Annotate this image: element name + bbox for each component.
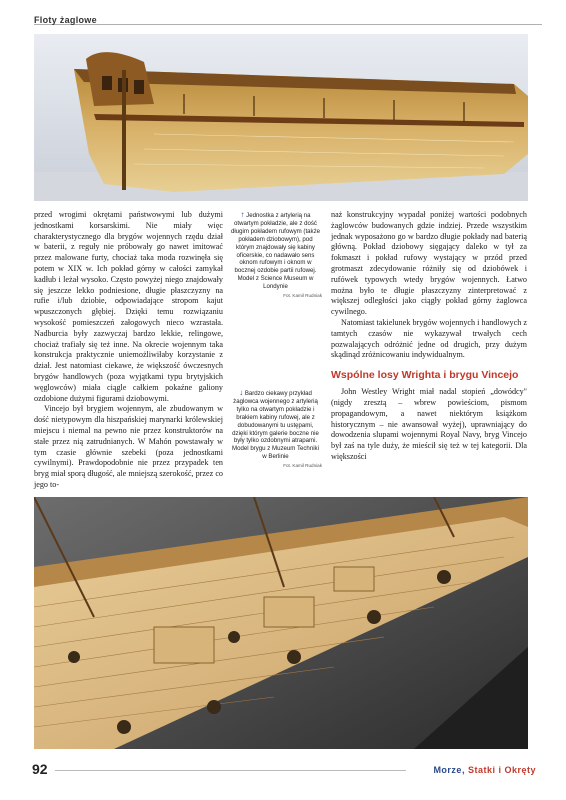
paragraph: John Westley Wright miał nadal stopień „dowódcy" (nigdy zresztą – wbrew powieściom, pismom propagandowym, a nawet niektórym książkom historycznym – nie awansował wyżej), uprawniający do dowodzenia slupami wojennymi Royal Navy, bryg Vincejo był zaś na tyle duży, że mieścił się też w tej kategorii. Dla większości (331, 387, 527, 461)
paragraph: naż konstrukcyjny wypadał poniżej wartości podobnych żaglowców budowanych gdzie indziej. Przede wszystkim jednak wyposażono go w bardzo długie pokłady nad baterią główną. Pokład dziobowy sięgający daleko w tył za fokmaszt i pokład rufowy wystający w przód przed grotmaszt zdecydowanie różniły się od dziobówek i rufówek typowych wtedy brygów wojennych. Łatwo można było te długie płaszczyzny zinterpretować z większej odległości jako ciągły pokład górny żaglowca cywilnego. (331, 210, 527, 317)
photo-caption-bottom (229, 389, 322, 470)
text-column-2 (331, 210, 527, 463)
arrow-up-icon: ↑ (240, 210, 245, 219)
page-number: 92 (32, 761, 48, 777)
paragraph: przed wrogimi okrętami państwowymi lub dużymi jednostkami korsarskimi. Nie miały więc charakterystycznego dla brygów wojennych rzędu dział w baterii, z reguły nie próbowały go nawet imitować przez malowane furty, chociaż taka moda rozwinęła się potem w XIX w. Ich pokład górny w całości zamykał kadłub i leżał wysoko. Często powyżej niego znajdowały się jeszcze lekko podniesione, długie płaszczyzny na rufie i/lub dziobie, odpowiadające stropom kajut wpuszczonych głębiej. Dzięki temu rozwiązaniu wysokość pomieszczeń załogowych nieco wzrastała. Nadburcia były zazwyczaj bardzo lekkie, relingowe, chociaż trafiały się też inne. Na okrecie wojennym taka konstrukcja praktycznie uniemożliwiłaby korzystanie z dział. Jest natomiast ciekawe, że większość ówczesnych brygów handlowych (poza wyjątkami typu brytyjskich węglowców) miała ciągle całkiem pokaźne galiony ozdobione dużymi figurami dziobowymi. (34, 210, 223, 403)
photo-credit: Fot. Kamil Rudniak (283, 293, 322, 299)
section-title: Floty żaglowe (34, 15, 97, 25)
text-column-1 (34, 210, 223, 491)
magazine-title (433, 765, 536, 775)
section-subheading: Wspólne losy Wrighta i brygu Vincejo (331, 369, 519, 382)
running-header (34, 10, 542, 25)
footer-rule (55, 770, 406, 771)
paragraph: Natomiast takielunek brygów wojennych i handlowych z tamtych czasów nie wykazywał trwałych cech pozwalających odróżnić jedne od drugich, przy dużym skądinąd zróżnicowaniu indywidualnym. (331, 317, 527, 360)
caption-text: Bardzo ciekawy przykład żaglowca wojennego z artylerią tylko na otwartym pokładzie i brakiem kabiny rufowej, ale z dobudowanymi tu ustępami, dzięki którym galerie boczne nie były tylko ozdobnymi atrapami. Model brygu z Muzeum Techniki w Berlinie (232, 390, 319, 461)
photo-caption-top (229, 211, 322, 300)
magazine-title-part2: Statki i Okręty (467, 765, 536, 775)
brig-model-stern-photo (34, 34, 528, 201)
arrow-down-icon: ↓ (239, 388, 244, 397)
brig-model-deck-photo (34, 497, 528, 749)
magazine-title-part1: Morze, (433, 765, 465, 775)
paragraph: Vincejo był brygiem wojennym, ale zbudowanym w dość nietypowym dla hiszpańskiej marynarki królewskiej miejscu i niemal na pewno nie przez konstruktorów na stałe przez nią zatrudnianych. W Mahón powstawały w tym czasie głównie szebeki (poza jednostkami cywilnymi). Prawdopodobnie nie przez przypadek ten bryg miał sporą długość, ale mniejszą szerokość, przez co jego to- (34, 404, 223, 489)
caption-text: Jednostka z artylerią na otwartym pokładzie, ale z dość długim pokładem rufowym (także pokładem dziobowym), pod którym znajdowały się kabiny oficerskie, co nadawało sens oknom rufowym i oknom w bocznej ozdobie partii rufowej. Model z Science Museum w Londynie (230, 212, 321, 291)
photo-credit: Fot. Kamil Rudniak (283, 463, 322, 469)
